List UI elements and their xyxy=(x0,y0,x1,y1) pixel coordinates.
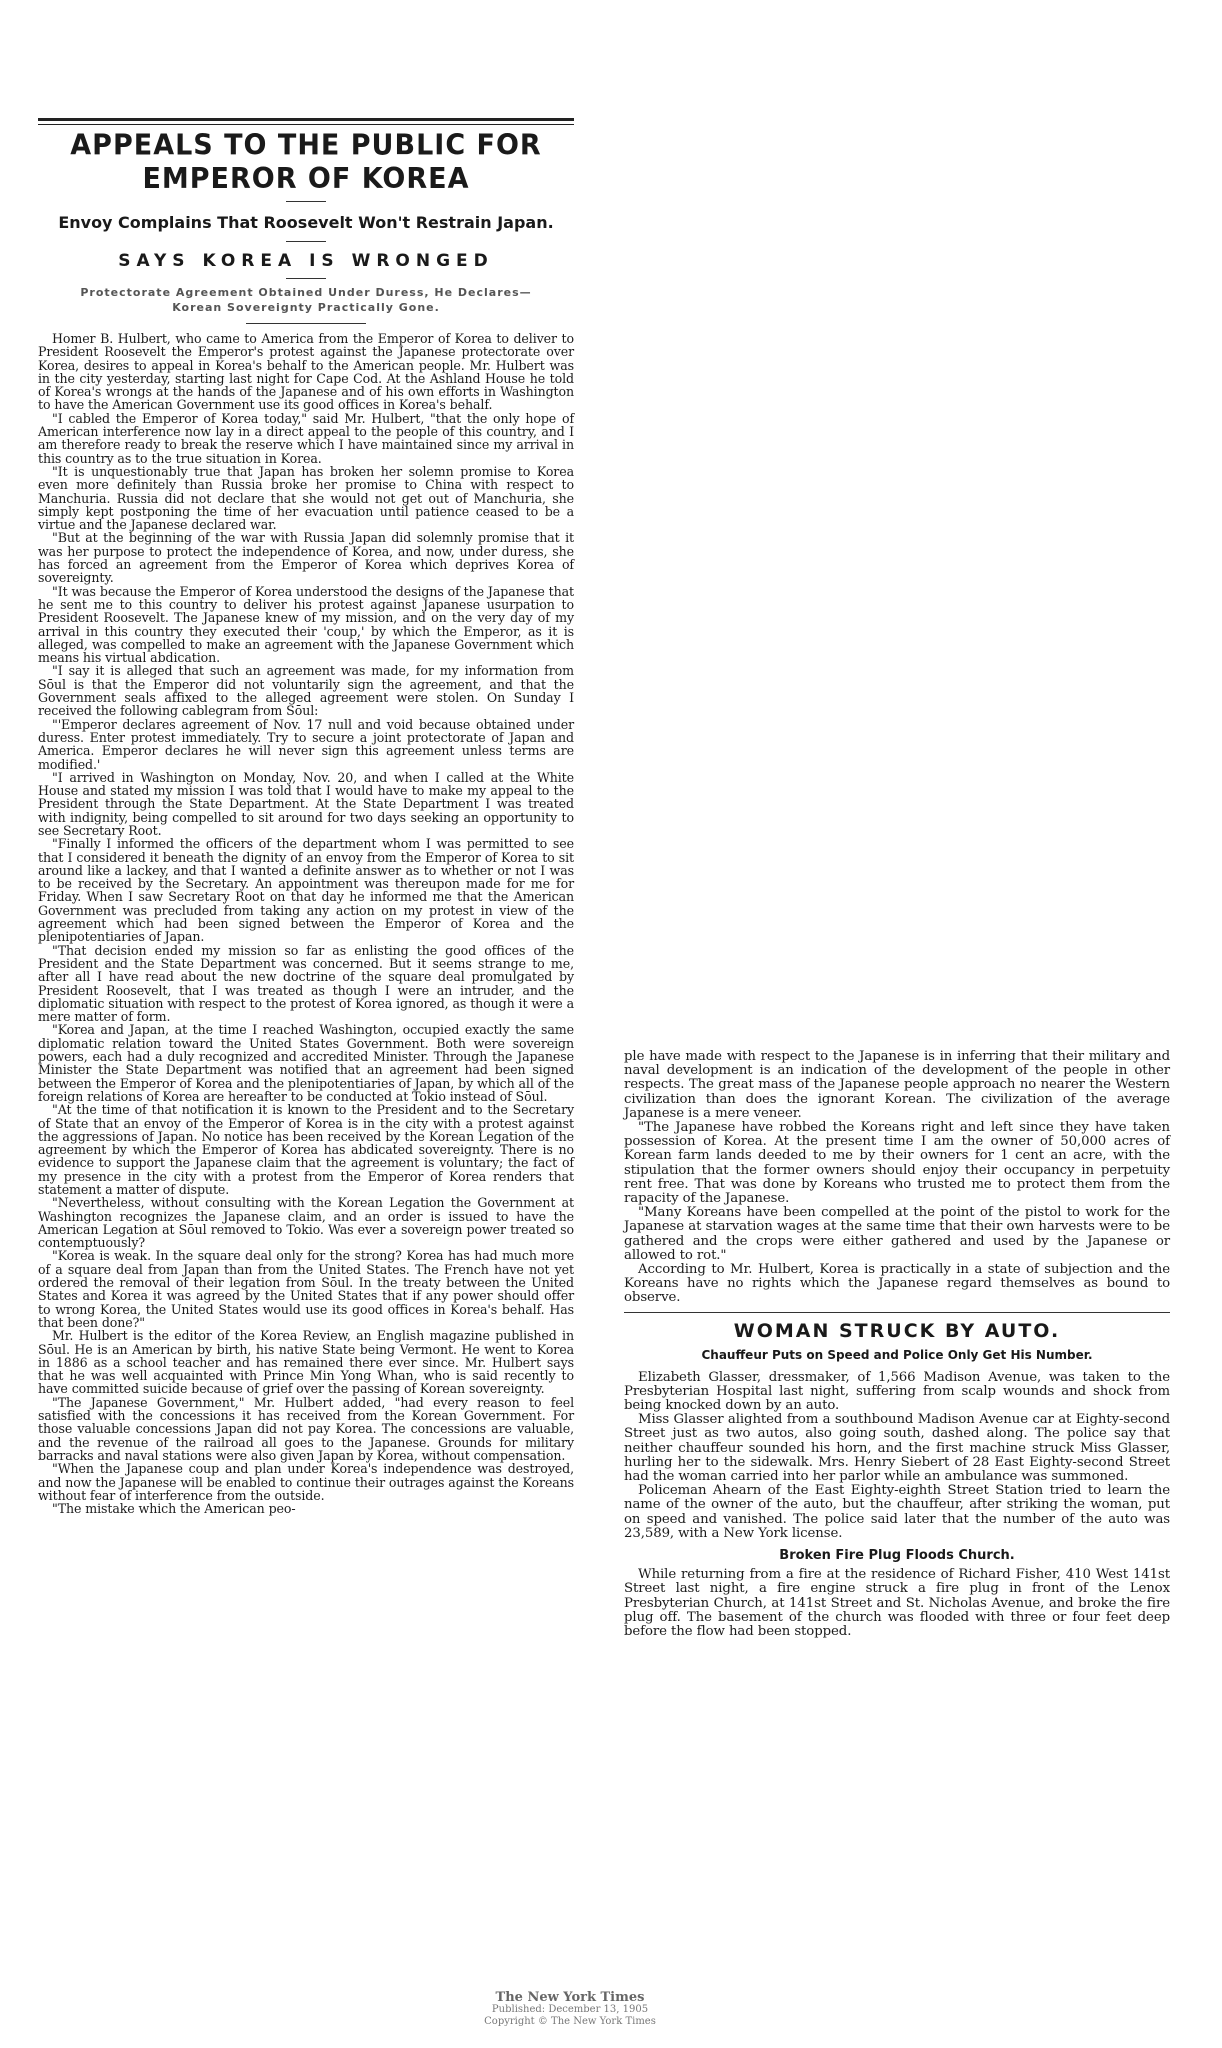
page-footer xyxy=(380,1992,760,2028)
paragraph: "That decision ended my mission so far as enlisting the good offices of the President and the State Department was concerned. But it seems strange to me, after all I have read about the new doctrine of the square deal promulgated by President Roosevelt, that I was treated as though I were an intruder, and the diplomatic situation with respect to the protest of Korea ignored, as though it were a mere matter of form. xyxy=(38,942,574,1025)
divider xyxy=(246,323,366,324)
paragraph: "But at the beginning of the war with Russia Japan did solemnly promise that it was her purpose to protect the independence of Korea, and now, under duress, she has forced an agreement from the Emperor of Korea which deprives Korea of sovereignty. xyxy=(38,530,574,586)
column-top-rule xyxy=(38,118,574,125)
article-body xyxy=(624,1371,1170,1541)
paragraph: Mr. Hulbert is the editor of the Korea Review, an English magazine published in Sōul. He is an American by birth, his native State being Vermont. He went to Korea in 1886 as a school teacher and has remained there ever since. Mr. Hulbert says that he was well acquainted with Prince Min Yong Whan, who is said recently to have committed suicide because of grief over the passing of Korean sovereignty. xyxy=(38,1328,574,1397)
article-body xyxy=(624,1568,1170,1639)
paragraph: "It is unquestionably true that Japan has broken her solemn promise to Korea even more definitely than Russia broke her promise to China with respect to Manchuria. Russia did not declare that she would not get out of Manchuria, she simply kept postponing the time of her evacuation until patience ceased to be a virtue and the Japanese declared war. xyxy=(38,463,574,533)
masthead: The New York Times xyxy=(495,1990,645,2005)
article-headline: APPEALS TO THE PUBLIC FOR EMPEROR OF KOREA xyxy=(70,129,542,196)
paragraph: "I say it is alleged that such an agreement was made, for my information from Sōul is that the Emperor did not voluntarily sign the agreement, and that the Government seals affixed to the alleged agreement were stolen. On Sunday I received the following cablegram from Sōul: xyxy=(38,663,574,719)
article-headline: Broken Fire Plug Floods Church. xyxy=(779,1548,1015,1564)
divider xyxy=(286,241,326,242)
paragraph: Homer B. Hulbert, who came to America from the Emperor of Korea to deliver to President Roosevelt the Emperor's protest against the Japanese protectorate over Korea, desires to appeal in Korea's behalf to the American people. Mr. Hulbert was in the city yesterday, starting last night for Cape Cod. At the Ashland House he told of Korea's wrongs at the hands of the Japanese and of his own efforts in Washington to have the American Government use its good offices in Korea's behalf. xyxy=(38,331,574,413)
paragraph: While returning from a fire at the residence of Richard Fisher, 410 West 141st Street last night, a fire engine struck a fire plug in front of the Lenox Presbyterian Church, at 141st Street and St. Nicholas Avenue, and broke the fire plug off. The basement of the church was flooded with three or four feet deep before the flow had been stopped. xyxy=(624,1567,1170,1639)
paragraph: "'Emperor declares agreement of Nov. 17 null and void because obtained under duress. Enter protest immediately. Try to secure a joint protectorate of Japan and America. Emperor declares he will never sign this agreement unless terms are modified.' xyxy=(38,716,574,772)
paragraph: "Korea is weak. In the square deal only for the strong? Korea has had much more of a square deal from Japan than from the United States. The French have not yet ordered the removal of their legation from Sōul. In the treaty between the United States and Korea it was agreed by the United States that if any power should offer to wrong Korea, the United States would use its good offices in Korea's behalf. Has that been done?" xyxy=(38,1248,574,1330)
paragraph: "Finally I informed the officers of the department whom I was permitted to see that I considered it beneath the dignity of an envoy from the Emperor of Korea to sit around like a lackey, and that I wanted a definite answer as to whether or not I was to be received by the Secretary. An appointment was thereupon made for me for Friday. When I saw Secretary Root on that day he informed me that the American Government was precluded from taking any action on my protest in view of the agreement which had been signed between the Emperor of Korea and the plenipotentiaries of Japan. xyxy=(38,836,574,945)
article-column-left xyxy=(38,118,574,1515)
paragraph: "Korea and Japan, at the time I reached Washington, occupied exactly the same diplomatic relation toward the United States Government. Both were sovereign powers, each had a duly recognized and accredited Minister. Through the Japanese Minister the State Department was notified that an agreement had been signed between the Emperor of Korea and the plenipotentiaries of Japan, by which all of the foreign relations of Korea are hereafter to be conducted at Tokio instead of Sōul. xyxy=(38,1022,574,1104)
paragraph: "Nevertheless, without consulting with the Korean Legation the Government at Washington recognizes the Japanese claim, and an order is issued to have the American Legation at Sōul removed to Tokio. Was ever a sovereign power treated so contemptuously? xyxy=(38,1195,574,1251)
paragraph: "At the time of that notification it is known to the President and to the Secretary of State that an envoy of the Emperor of Korea is in the city with a protest against the aggressions of Japan. No notice has been received by the Korean Legation of the agreement by which the Emperor of Korea has abdicated sovereignty. There is no evidence to support the Japanese claim that the agreement is voluntary; the fact of my presence in the city with a protest from the Emperor of Korea renders that statement a matter of dispute. xyxy=(38,1102,574,1197)
paragraph: "It was because the Emperor of Korea understood the designs of the Japanese that he sent me to this country to deliver his protest against Japanese usurpation to President Roosevelt. The Japanese knew of my mission, and on the very day of my arrival in this country they executed their 'coup,' by which the Emperor, as it is alleged, was compelled to make an agreement with the Japanese Government which means his virtual abdication. xyxy=(38,583,574,666)
paragraph: ple have made with respect to the Japanese is in inferring that their military and naval development is an indication of the development of the people in other respects. The great mass of the Japanese people approach no nearer the Western civilization than does the ignorant Korean. The civilization of the average Japanese is a mere veneer. xyxy=(624,1049,1170,1121)
divider xyxy=(286,278,326,279)
article-summary-deck: Protectorate Agreement Obtained Under Duress, He Declares—Korean Sovereignty Practically Gone. xyxy=(80,286,532,314)
paragraph: Policeman Ahearn of the East Eighty-eighth Street Station tried to learn the name of the owner of the auto, but the chauffeur, after striking the woman, put on speed and vanished. The police said later that the number of the auto was 23,589, with a New York license. xyxy=(624,1483,1170,1541)
paragraph: According to Mr. Hulbert, Korea is practically in a state of subjection and the Koreans have no rights which the Japanese regard themselves as bound to observe. xyxy=(624,1262,1170,1306)
publish-date: Published: December 13, 1905 xyxy=(491,2004,649,2015)
divider xyxy=(624,1312,1170,1313)
paragraph: Miss Glasser alighted from a southbound Madison Avenue car at Eighty-second Street just as two autos, also going south, dashed along. The police say that neither chauffeur sounded his horn, and the first machine struck Miss Glasser, hurling her to the sidewalk. Mrs. Henry Siebert of 28 East Eighty-second Street had the woman carried into her parlor while an ambulance was summoned. xyxy=(624,1412,1170,1485)
paragraph: "When the Japanese coup and plan under Korea's independence was destroyed, and now the Japanese will be enabled to continue their outrages against the Koreans without fear of interference from the outside. xyxy=(38,1461,574,1503)
paragraph: "The mistake which the American peo- xyxy=(52,1501,296,1517)
paragraph: "I cabled the Emperor of Korea today," said Mr. Hulbert, "that the only hope of American interference now lay in a direct appeal to the people of this country, and I am therefore ready to break the reserve which I have maintained since my arrival in this country as to the true situation in Korea. xyxy=(38,410,574,466)
article-column-right xyxy=(624,1050,1170,1639)
paragraph: Elizabeth Glasser, dressmaker, of 1,566 Madison Avenue, was taken to the Presbyterian Hospital last night, suffering from scalp wounds and shock from being knocked down by an auto. xyxy=(624,1369,1170,1414)
article-body xyxy=(38,332,574,1515)
article-deck: Chauffeur Puts on Speed and Police Only Get His Number. xyxy=(701,1347,1093,1362)
paragraph: "The Japanese have robbed the Koreans right and left since they have taken possession of Korea. At the present time I am the owner of 50,000 acres of Korean farm lands deeded to me by their owners for 1 cent an acre, with the stipulation that the former owners should enjoy their occupancy in perpetuity rent free. That was done by Koreans who trusted me to protect them from the rapacity of the Japanese. xyxy=(624,1120,1170,1207)
paragraph: "The Japanese Government," Mr. Hulbert added, "had every reason to feel satisfied with the concessions it has received from the Korean Government. For those valuable concessions Japan did not pay Korea. The concessions are valuable, and the revenue of the railroad all goes to the Japanese. Grounds for military barracks and naval stations were also given Japan by Korea, without compensation. xyxy=(38,1394,574,1463)
article-headline: WOMAN STRUCK BY AUTO. xyxy=(733,1319,1061,1342)
article-deck: Envoy Complains That Roosevelt Won't Restrain Japan. xyxy=(58,213,554,232)
divider xyxy=(286,201,326,202)
paragraph: "I arrived in Washington on Monday, Nov. 20, and when I called at the White House and stated my mission I was told that I would have to make my appeal to the President through the State Department. At the State Department I was treated with indignity, being compelled to sit around for two days seeking an opportunity to see Secretary Root. xyxy=(38,769,574,838)
copyright: Copyright © The New York Times xyxy=(484,2016,656,2027)
article-continuation xyxy=(624,1050,1170,1306)
article-subhead: SAYS KOREA IS WRONGED xyxy=(118,251,494,271)
paragraph: "Many Koreans have been compelled at the point of the pistol to work for the Japanese at starvation wages at the same time that their own harvests were to be gathered and the crops were either gathered and used by the Japanese or allowed to rot." xyxy=(624,1205,1170,1263)
